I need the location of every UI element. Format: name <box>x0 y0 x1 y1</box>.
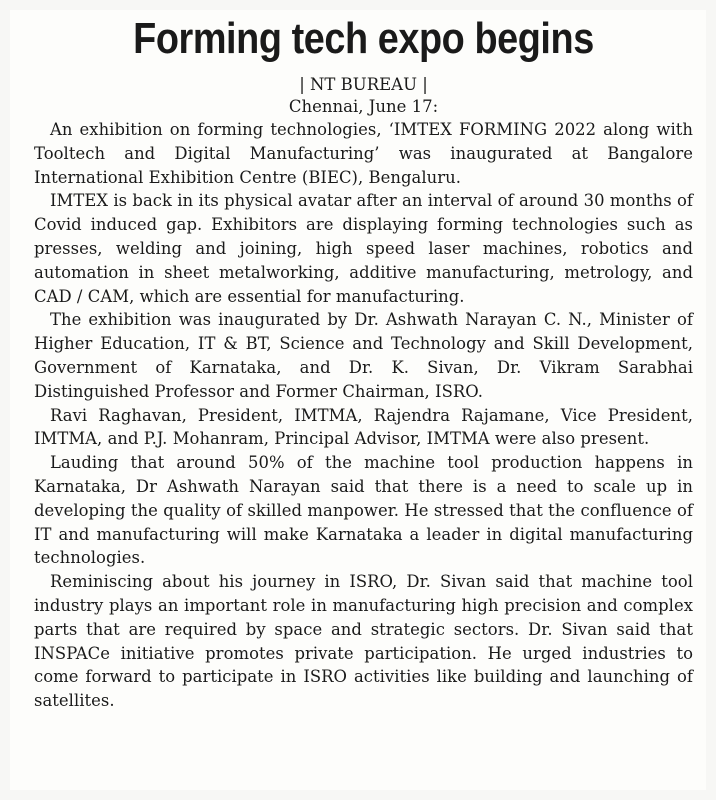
paragraph: Reminiscing about his journey in ISRO, Dr. Sivan said that machine tool industry plays an important role in manufacturing high precision and complex parts that are required by space and strategic sectors. Dr. Sivan said that INSPACe initiative promotes private participation. He urged industries to come forward to participate in ISRO activities like building and launching of satellites. <box>34 572 693 711</box>
paragraph: Ravi Raghavan, President, IMTMA, Rajendra Rajamane, Vice President, IMTMA, and P.J. Mohanram, Principal Advisor, IMTMA were also present. <box>34 405 693 449</box>
paragraph: The exhibition was inaugurated by Dr. Ashwath Narayan C. N., Minister of Higher Education, IT & BT, Science and Technology and Skill Development, Government of Karnataka, and Dr. K. Sivan, Dr. Vikram Sarabhai Distinguished Professor and Former Chairman, ISRO. <box>34 310 693 401</box>
paragraph: Lauding that around 50% of the machine tool production happens in Karnataka, Dr Ashwath Narayan said that there is a need to scale up in developing the quality of skilled manpower. He stressed that the confluence of IT and manufacturing will make Karnataka a leader in digital manufacturing technologies. <box>34 453 693 568</box>
headline: Forming tech expo begins <box>133 14 594 63</box>
news-clipping <box>10 10 706 790</box>
dateline: Chennai, June 17: <box>288 97 439 116</box>
paragraph: An exhibition on forming technologies, ‘IMTEX FORMING 2022 along with Tooltech and Digital Manufacturing’ was inaugurated at Bangalore International Exhibition Centre (BIEC), Bengaluru. <box>34 120 693 187</box>
byline: | NT BUREAU | <box>299 75 428 94</box>
paragraph: IMTEX is back in its physical avatar after an interval of around 30 months of Covid induced gap. Exhibitors are displaying forming technologies such as presses, welding and joining, high speed laser machines, robotics and automation in sheet metalworking, additive manufacturing, metrology, and CAD / CAM, which are essential for manufacturing. <box>34 191 693 306</box>
article-body <box>34 118 693 713</box>
